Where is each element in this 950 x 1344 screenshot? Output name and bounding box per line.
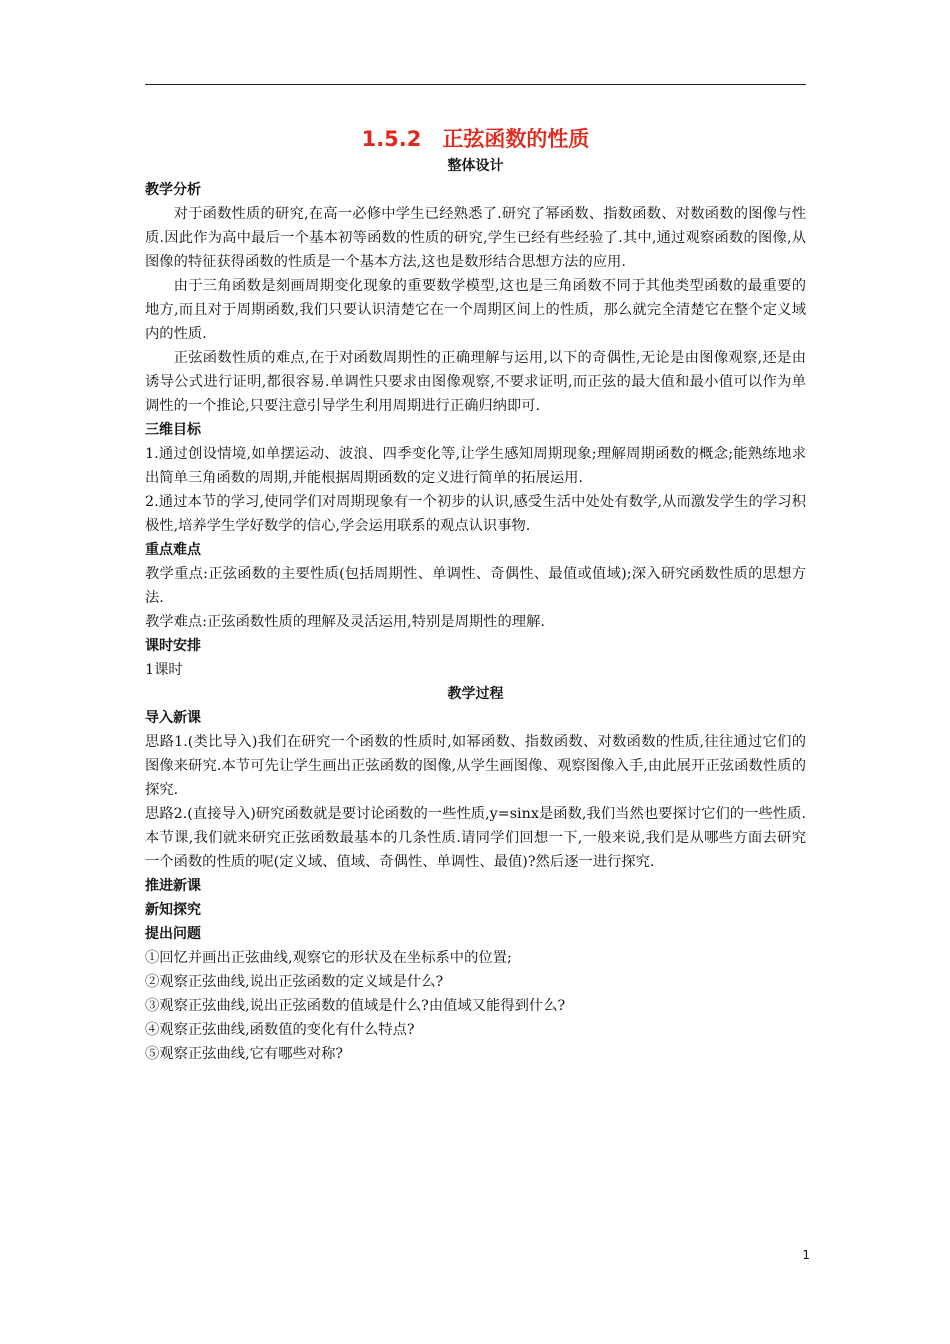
schedule-paragraph: 1课时 — [145, 662, 183, 678]
page-subtitle: 整体设计 — [447, 158, 504, 174]
heading-intro: 导入新课 — [145, 710, 201, 726]
heading-goals: 三维目标 — [145, 422, 201, 438]
header-rule — [145, 84, 806, 85]
question-item: ④观察正弦曲线,函数值的变化有什么特点? — [145, 1022, 415, 1038]
analysis-paragraph-2: 由于三角函数是刻画周期变化现象的重要数学模型,这也是三角函数不同于其他类型函数的最重要的地方,而且对于周期函数,我们只要认识清楚它在一个周期区间上的性质，那么就完全清楚它在整个定义域内的性质. — [145, 278, 806, 342]
heading-keypoints: 重点难点 — [145, 542, 201, 558]
heading-process: 教学过程 — [447, 686, 504, 702]
analysis-paragraph-1: 对于函数性质的研究,在高一必修中学生已经熟悉了.研究了幂函数、指数函数、对数函数的图像与性质.因此作为高中最后一个基本初等函数的性质的研究,学生已经有些经验了.其中,通过观察函数的图像,从图像的特征获得函数的性质是一个基本方法,这也是数形结合思想方法的应用. — [145, 206, 806, 270]
heading-schedule: 课时安排 — [145, 638, 201, 654]
question-item: ①回忆并画出正弦曲线,观察它的形状及在坐标系中的位置; — [145, 950, 512, 966]
keypoints-paragraph-1: 教学重点:正弦函数的主要性质(包括周期性、单调性、奇偶性、最值或值域);深入研究函数性质的思想方法. — [145, 566, 806, 606]
document-body — [145, 124, 806, 1066]
heading-advance: 推进新课 — [145, 878, 201, 894]
goals-paragraph-1: 1.通过创设情境,如单摆运动、波浪、四季变化等,让学生感知周期现象;理解周期函数的概念;能熟练地求出简单三角函数的周期,并能根据周期函数的定义进行简单的拓展运用. — [145, 446, 806, 486]
heading-explore: 新知探究 — [145, 902, 201, 918]
analysis-paragraph-3: 正弦函数性质的难点,在于对函数周期性的正确理解与运用,以下的奇偶性,无论是由图像观察,还是由诱导公式进行证明,都很容易.单调性只要求由图像观察,不要求证明,而正弦的最大值和最小值可以作为单调性的一个推论,只要注意引导学生利用周期进行正确归纳即可. — [145, 350, 806, 414]
question-item: ②观察正弦曲线,说出正弦函数的定义域是什么? — [145, 974, 444, 990]
keypoints-paragraph-2: 教学难点:正弦函数性质的理解及灵活运用,特别是周期性的理解. — [145, 614, 545, 630]
heading-analysis: 教学分析 — [145, 182, 201, 198]
intro-paragraph-2: 思路2.(直接导入)研究函数就是要讨论函数的一些性质,y=sinx是函数,我们当然也要探讨它们的一些性质.本节课,我们就来研究正弦函数最基本的几条性质.请同学们回想一下,一般来说,我们是从哪些方面去研究一个函数的性质的呢(定义域、值域、奇偶性、单调性、最值)?然后逐一进行探究. — [145, 806, 806, 870]
question-item: ⑤观察正弦曲线,它有哪些对称? — [145, 1046, 344, 1062]
page-title: 1.5.2 正弦函数的性质 — [361, 127, 590, 151]
goals-paragraph-2: 2.通过本节的学习,使同学们对周期现象有一个初步的认识,感受生活中处处有数学,从而激发学生的学习积极性,培养学生学好数学的信心,学会运用联系的观点认识事物. — [145, 494, 806, 534]
page-number: 1 — [802, 1248, 810, 1262]
heading-questions: 提出问题 — [145, 926, 201, 942]
question-item: ③观察正弦曲线,说出正弦函数的值域是什么?由值域又能得到什么? — [145, 998, 566, 1014]
intro-paragraph-1: 思路1.(类比导入)我们在研究一个函数的性质时,如幂函数、指数函数、对数函数的性质,往往通过它们的图像来研究.本节可先让学生画出正弦函数的图像,从学生画图像、观察图像入手,由此展开正弦函数性质的探究. — [145, 734, 806, 798]
